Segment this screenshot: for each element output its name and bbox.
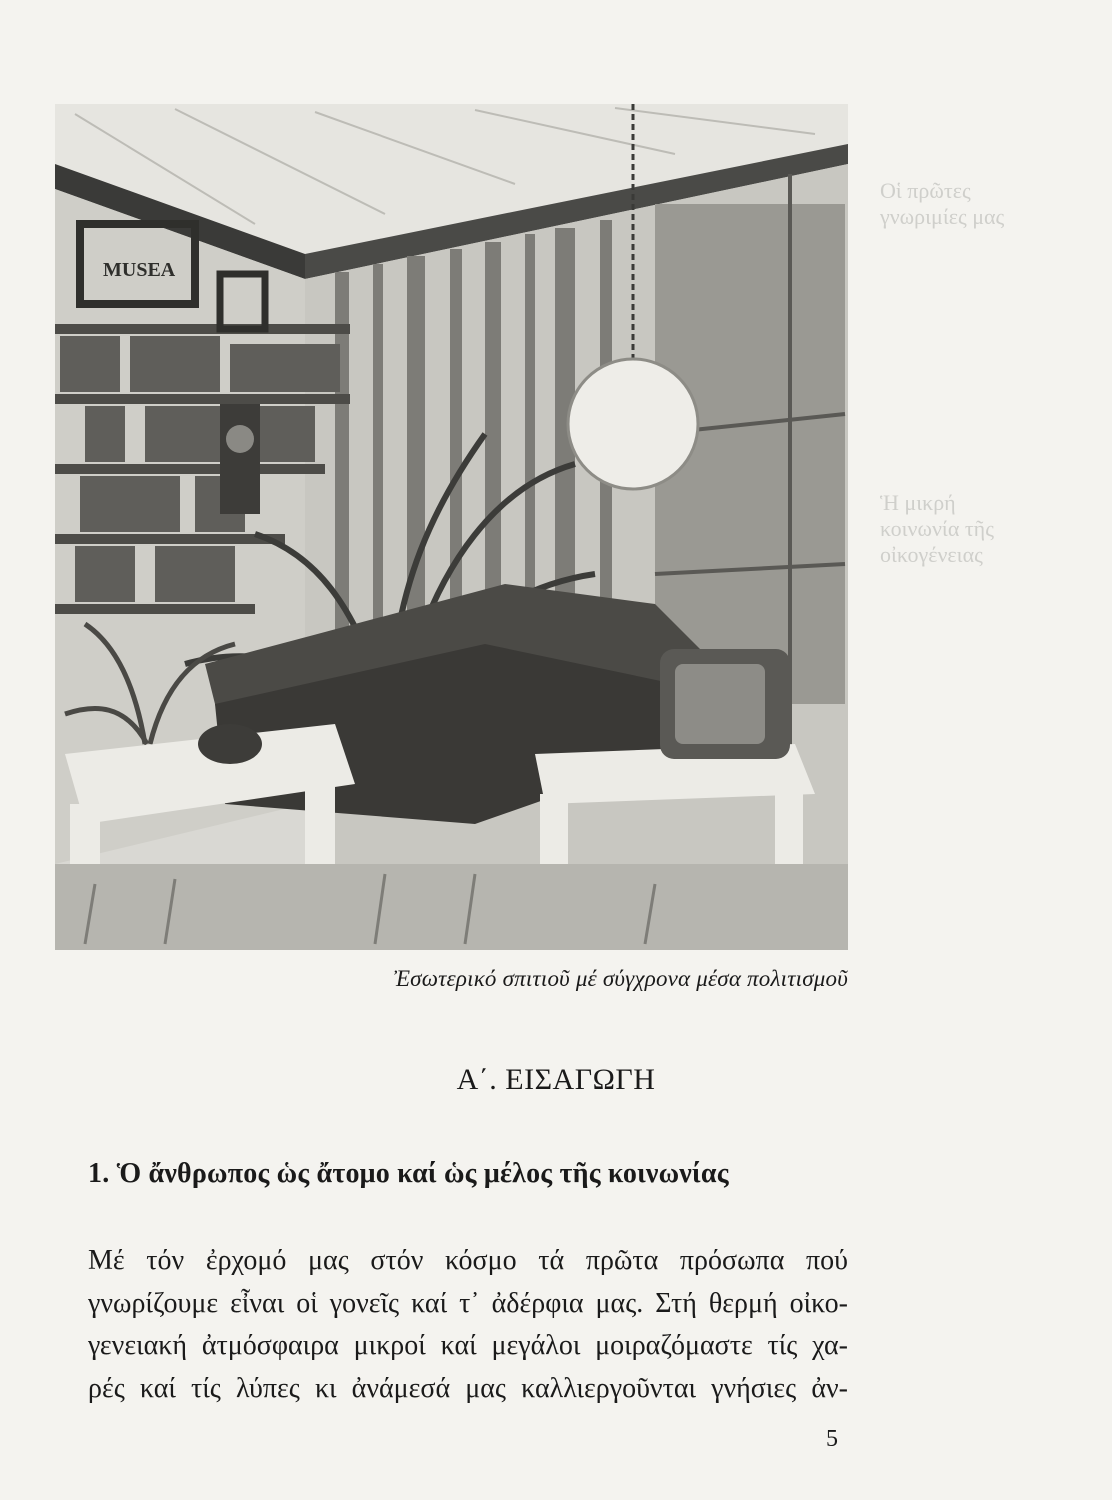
chapter-subheading: 1. Ὁ ἄνθρωπος ὡς ἄτομο καί ὡς μέλος τῆς κοινωνίας (88, 1158, 729, 1189)
bleed-through-text: Ἡ μικρή κοινωνία τῆς οἰκογένειας (880, 490, 994, 567)
section-heading: Α΄. ΕΙΣΑΓΩΓΗ (456, 1063, 656, 1096)
body-line: γνωρίζουμε εἶναι οἱ γονεῖς καί τ᾽ ἀδέρφια μας. Στή θερμή οἰκο- (88, 1287, 848, 1319)
body-paragraph (88, 1240, 848, 1410)
body-line: Μέ τόν ἐρχομό μας στόν κόσμο τά πρῶτα πρόσωπα πού (88, 1245, 848, 1276)
illustration-caption: Ἐσωτερικό σπιτιοῦ μέ σύγχρονα μέσα πολιτισμοῦ (393, 966, 848, 991)
bleed-through-text: Οἱ πρῶτες γνωριμίες μας (880, 178, 1005, 229)
picture-frame-label: MUSEA (103, 259, 176, 281)
page-number: 5 (826, 1426, 838, 1452)
body-line: γενειακή ἀτμόσφαιρα μικροί καί μεγάλοι μοιραζόμαστε τίς χα- (88, 1330, 848, 1361)
living-room-illustration (55, 104, 848, 950)
body-line: ρές καί τίς λύπες κι ἀνάμεσά μας καλλιεργοῦνται γνήσιες ἀν- (88, 1372, 848, 1404)
